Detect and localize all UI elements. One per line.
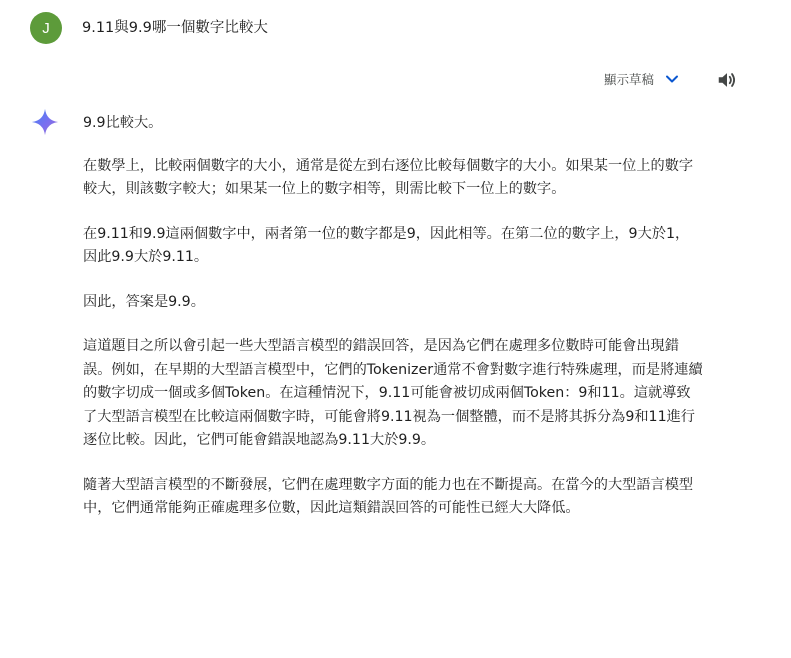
response-paragraph: 因此，答案是9.9。 <box>83 293 205 310</box>
response-paragraph: 在9.11和9.9這兩個數字中，兩者第一位的數字都是9，因此相等。在第二位的數字上，9大於1，因此9.9大於9.11。 <box>83 225 690 265</box>
response-body <box>83 112 703 542</box>
response-paragraph: 隨著大型語言模型的不斷發展，它們在處理數字方面的能力也在不斷提高。在當今的大型語言模型中，它們通常能夠正確處理多位數，因此這類錯誤回答的可能性已經大大降低。 <box>83 476 694 516</box>
user-query-text: 9.11與9.9哪一個數字比較大 <box>82 20 268 36</box>
gemini-sparkle-icon <box>30 107 60 137</box>
response-paragraph: 這道題目之所以會引起一些大型語言模型的錯誤回答，是因為它們在處理多位數時可能會出現錯誤。例如，在早期的大型語言模型中，它們的Tokenizer通常不會對數字進行特殊處理，而是將連續的數字切成一個或多個Token。在這種情況下，9.11可能會被切成兩個Token：9和11。這就導致了大型語言模型在比較這兩個數字時，可能會將9.11視為一個整體，而不是將其拆分為9和11進行逐位比較。因此，它們可能會錯誤地認為9.11大於9.9。 <box>83 338 703 448</box>
chevron-down-icon <box>664 71 680 87</box>
show-drafts-label: 顯示草稿 <box>604 72 655 87</box>
response-paragraph: 9.9比較大。 <box>83 115 163 131</box>
show-drafts-button[interactable] <box>604 70 680 88</box>
speaker-icon[interactable] <box>716 69 738 91</box>
response-paragraph: 在數學上，比較兩個數字的大小，通常是從左到右逐位比較每個數字的大小。如果某一位上的數字較大，則該數字較大；如果某一位上的數字相等，則需比較下一位上的數字。 <box>83 157 694 197</box>
user-avatar: J <box>30 12 62 44</box>
